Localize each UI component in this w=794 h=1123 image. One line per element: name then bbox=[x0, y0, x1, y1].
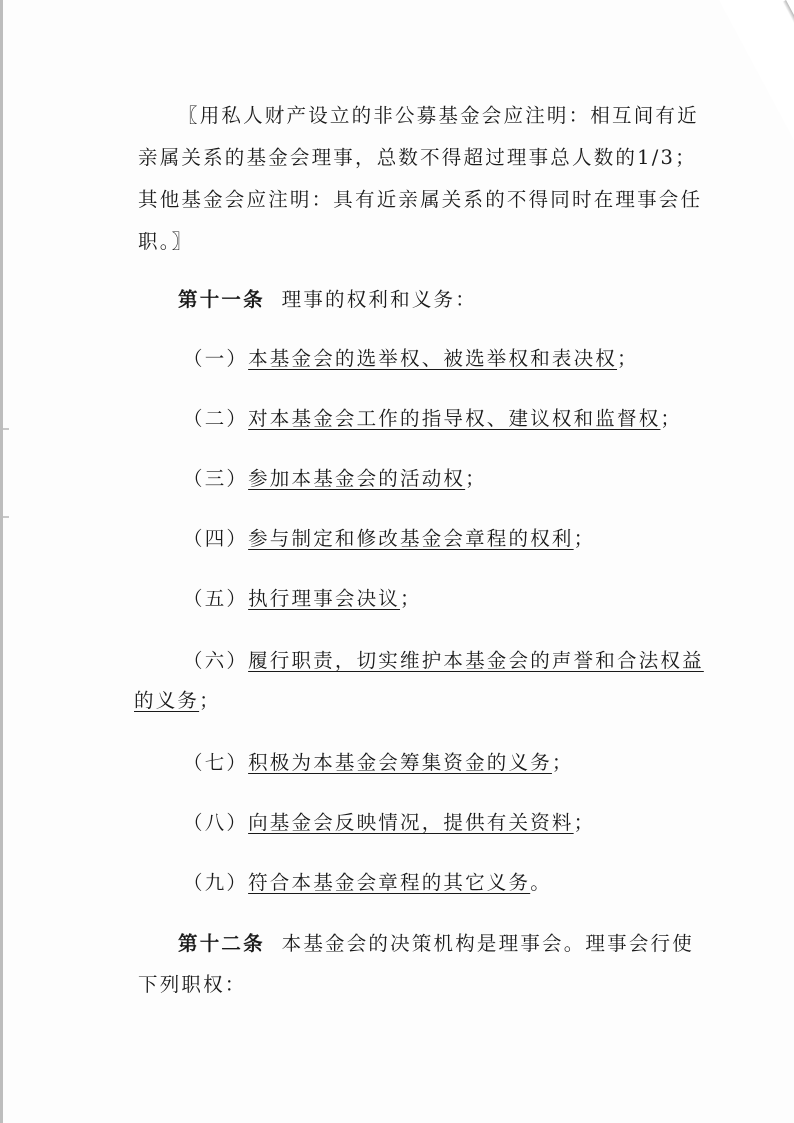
list-item bbox=[183, 526, 595, 552]
item-number: （七） bbox=[183, 751, 249, 774]
item-number: （一） bbox=[183, 347, 249, 370]
article-11-line bbox=[178, 287, 477, 313]
list-item bbox=[183, 406, 682, 432]
note-line-4: 职。〗 bbox=[138, 230, 194, 253]
item-text: 本基金会的选举权、被选举权和表决权 bbox=[248, 347, 618, 370]
item-punct: ； bbox=[551, 751, 574, 774]
article-11-text: 理事的权利和义务： bbox=[281, 288, 477, 311]
item-text: 执行理事会决议 bbox=[248, 587, 401, 610]
item-number: （四） bbox=[183, 527, 249, 550]
article-12-text: 本基金会的决策机构是理事会。理事会行使 bbox=[281, 932, 694, 955]
item-punct: ； bbox=[617, 347, 639, 370]
item-punct: ； bbox=[465, 467, 487, 490]
list-item bbox=[183, 346, 639, 372]
item-number: （六） bbox=[183, 649, 249, 672]
page-corner-fold bbox=[719, 0, 794, 140]
item-text: 符合本基金会章程的其它义务 bbox=[248, 871, 531, 894]
note-line-2: 亲属关系的基金会理事，总数不得超过理事总人数的1/3； bbox=[138, 146, 697, 169]
list-item bbox=[183, 870, 552, 896]
item-punct: ； bbox=[660, 407, 683, 430]
page-left-edge bbox=[0, 0, 3, 1123]
list-item-continuation bbox=[134, 688, 221, 714]
article-12-line bbox=[178, 931, 694, 957]
item-number: （八） bbox=[183, 811, 249, 834]
article-12-continuation: 下列职权： bbox=[138, 973, 247, 996]
item-text: 履行职责，切实维护本基金会的声誉和合法权益 bbox=[248, 649, 704, 672]
item-number: （九） bbox=[183, 871, 249, 894]
list-item bbox=[183, 586, 422, 612]
note-line-3: 其他基金会应注明：具有近亲属关系的不得同时在理事会任 bbox=[138, 188, 703, 211]
item-number: （二） bbox=[183, 407, 249, 430]
scan-mark bbox=[3, 428, 9, 430]
article-12-heading: 第十二条 bbox=[178, 932, 265, 955]
item-number: （五） bbox=[183, 587, 249, 610]
list-item bbox=[183, 648, 704, 674]
list-item bbox=[183, 750, 574, 776]
item-number: （三） bbox=[183, 467, 249, 490]
note-line-1: 〖用私人财产设立的非公募基金会应注明：相互间有近 bbox=[178, 104, 699, 127]
item-punct: ； bbox=[573, 811, 596, 834]
article-11-heading: 第十一条 bbox=[178, 288, 265, 311]
list-item bbox=[183, 810, 595, 836]
item-punct: ； bbox=[199, 689, 221, 712]
item-text: 对本基金会工作的指导权、建议权和监督权 bbox=[248, 407, 661, 430]
item-text: 积极为本基金会筹集资金的义务 bbox=[248, 751, 552, 774]
list-item bbox=[183, 466, 487, 492]
item-text: 的义务 bbox=[134, 689, 200, 712]
item-punct: ； bbox=[573, 527, 596, 550]
item-punct: ； bbox=[400, 587, 422, 610]
item-text: 参与制定和修改基金会章程的权利 bbox=[248, 527, 574, 550]
item-punct: 。 bbox=[530, 871, 552, 894]
item-text: 向基金会反映情况，提供有关资料 bbox=[248, 811, 574, 834]
item-text: 参加本基金会的活动权 bbox=[248, 467, 466, 490]
scan-mark bbox=[3, 516, 9, 518]
